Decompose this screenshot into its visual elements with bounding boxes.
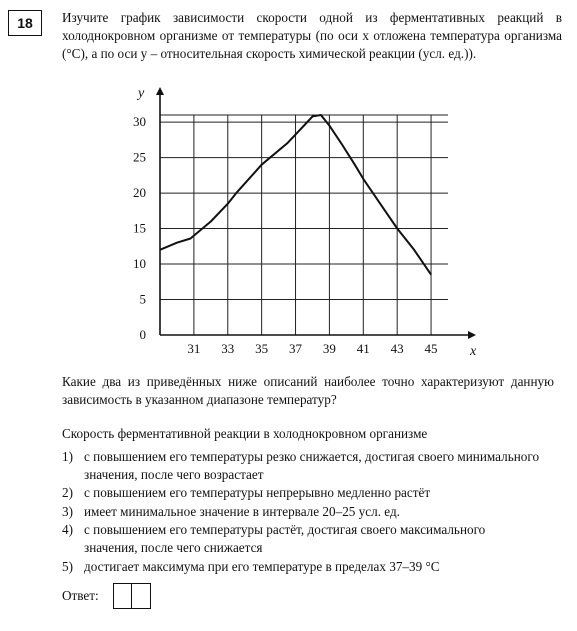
y-tick-label: 10 <box>133 256 146 272</box>
y-tick-label: 15 <box>133 220 146 236</box>
x-axis-label: x <box>470 344 477 359</box>
option-1 <box>62 448 542 483</box>
task-intro: Изучите график зависимости скорости одной из ферментативных реакций в холоднокровном организме от температуры (по оси x отложена температура организма (°С), а по оси y – относительная скорость химической реакции (усл. ед.)). <box>62 10 562 61</box>
option-text: с повышением его температуры резко снижается, достигая своего минимального значения, после чего возрастает <box>84 449 540 482</box>
answer-options <box>62 448 542 576</box>
option-text: с повышением его температуры непрерывно медленно растёт <box>84 485 431 501</box>
y-tick-label: 5 <box>139 291 146 307</box>
option-5 <box>62 558 542 576</box>
question-text: Какие два из приведённых ниже описаний наиболее точно характеризуют данную зависимость в указанном диапазоне температур? <box>62 374 554 407</box>
x-tick-label: 45 <box>424 341 438 356</box>
y-tick-label: 0 <box>139 327 146 342</box>
x-tick-labels <box>187 341 437 356</box>
option-number: 5) <box>62 558 73 574</box>
option-text: достигает максимума при его температуре в пределах 37–39 °С <box>84 558 440 574</box>
option-text: имеет минимальное значение в интервале 20–25 усл. ед. <box>84 503 400 519</box>
option-4 <box>62 521 542 556</box>
chart <box>110 85 480 365</box>
y-axis-label: y <box>138 86 145 101</box>
option-number: 2) <box>62 485 73 501</box>
answer-label: Ответ: <box>62 588 99 603</box>
option-number: 4) <box>62 522 73 538</box>
answer-cell-1[interactable] <box>113 583 132 609</box>
x-tick-label: 31 <box>187 341 201 356</box>
option-number: 1) <box>62 449 73 464</box>
chart-axes <box>156 87 476 339</box>
option-3 <box>62 503 542 521</box>
y-tick-label: 25 <box>133 149 146 165</box>
option-2 <box>62 484 542 502</box>
x-tick-label: 37 <box>289 341 303 356</box>
y-tick-label: 20 <box>133 185 146 201</box>
answer-cell-2[interactable] <box>132 583 151 609</box>
x-tick-label: 33 <box>221 341 235 356</box>
x-tick-label: 35 <box>255 341 269 356</box>
x-tick-label: 43 <box>390 341 404 356</box>
y-tick-labels <box>133 114 146 342</box>
option-text: с повышением его температуры растёт, достигая своего максимального значения, после чего снижается <box>84 522 486 555</box>
option-number: 3) <box>62 503 73 519</box>
options-stem: Скорость ферментативной реакции в холоднокровном организме <box>62 426 428 441</box>
x-tick-label: 41 <box>356 341 370 356</box>
y-tick-label: 30 <box>133 114 146 130</box>
answer-area <box>62 583 151 609</box>
y-axis-arrow <box>156 87 164 95</box>
x-axis-arrow <box>468 331 476 339</box>
x-tick-label: 39 <box>322 341 336 356</box>
task-number: 18 <box>8 10 42 36</box>
chart-grid <box>160 115 448 335</box>
